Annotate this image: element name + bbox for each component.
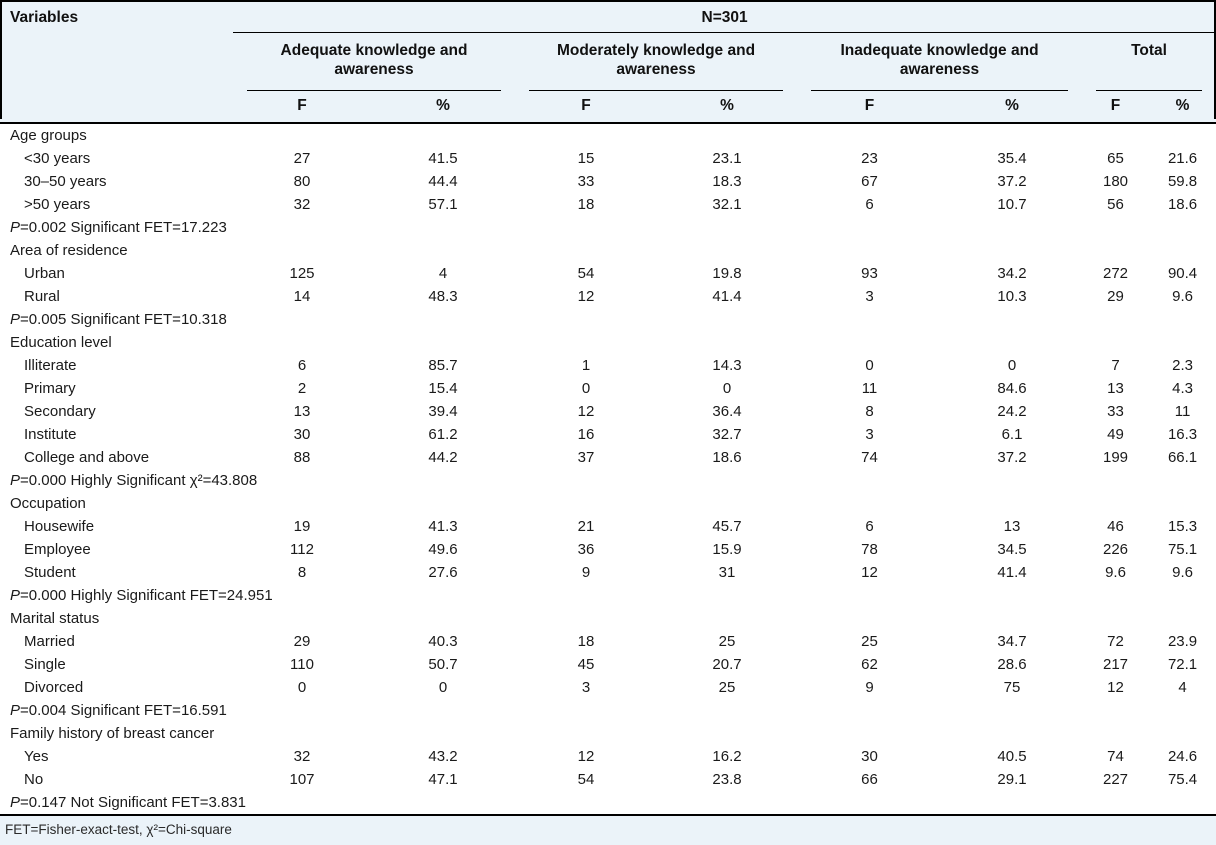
table-row xyxy=(0,745,1216,768)
data-cell: 25 xyxy=(718,632,736,650)
data-cell: 13 xyxy=(1107,379,1124,397)
data-cell: 66 xyxy=(861,770,878,788)
data-cell: 16 xyxy=(577,425,595,443)
data-cell: 75.1 xyxy=(1167,540,1198,558)
percent-column-header: % xyxy=(371,91,515,123)
data-cell: 18.6 xyxy=(712,448,742,466)
data-cell: 32.7 xyxy=(712,425,742,443)
table-row xyxy=(0,147,1216,170)
f-column-header: F xyxy=(797,91,942,123)
data-cell: 19.8 xyxy=(712,264,742,282)
data-cell: 8 xyxy=(297,563,307,581)
data-cell: 50.7 xyxy=(428,655,458,673)
table-row xyxy=(0,768,1216,791)
data-cell: 88 xyxy=(293,448,311,466)
row-label: Employee xyxy=(24,540,91,558)
data-cell: 37.2 xyxy=(997,172,1027,190)
data-cell: 43.2 xyxy=(428,747,458,765)
table-row xyxy=(0,561,1216,584)
f-column-header: F xyxy=(233,91,371,123)
data-cell: 75.4 xyxy=(1167,770,1198,788)
data-cell: 18.6 xyxy=(1167,195,1198,213)
row-label: Divorced xyxy=(24,678,84,696)
table-body xyxy=(0,123,1216,814)
data-cell: 11 xyxy=(1174,402,1191,420)
data-cell: 13 xyxy=(293,402,311,420)
header-row-sample-size xyxy=(0,2,1216,32)
section-title: Marital status xyxy=(10,609,100,627)
data-cell: 49.6 xyxy=(428,540,458,558)
data-cell: 84.6 xyxy=(997,379,1027,397)
section-title-row xyxy=(0,607,1216,630)
data-cell: 2.3 xyxy=(1172,356,1193,374)
table-row xyxy=(0,676,1216,699)
data-cell: 65 xyxy=(1107,149,1124,167)
data-cell: 11 xyxy=(861,379,878,397)
data-cell: 45 xyxy=(577,655,595,673)
data-cell: 54 xyxy=(577,264,595,282)
data-cell: 12 xyxy=(577,747,595,765)
data-cell: 4 xyxy=(438,264,448,282)
data-cell: 80 xyxy=(293,172,311,190)
data-cell: 2 xyxy=(297,379,307,397)
data-cell: 6 xyxy=(297,356,307,374)
data-cell: 40.3 xyxy=(428,632,458,650)
data-cell: 0 xyxy=(865,356,874,374)
data-cell: 23.9 xyxy=(1167,632,1198,650)
blank-header-cell xyxy=(0,32,233,91)
table-row xyxy=(0,377,1216,400)
row-label: >50 years xyxy=(24,195,91,213)
data-cell: 30 xyxy=(293,425,311,443)
table-row xyxy=(0,515,1216,538)
data-cell: 12 xyxy=(577,402,595,420)
data-cell: 34.7 xyxy=(997,632,1027,650)
data-cell: 15 xyxy=(577,149,595,167)
data-cell: 6 xyxy=(865,517,874,535)
data-cell: 14 xyxy=(293,287,311,305)
data-cell: 56 xyxy=(1107,195,1124,213)
data-cell: 61.2 xyxy=(428,425,458,443)
group-label-adequate: Adequate knowledge and awareness xyxy=(280,41,468,78)
group-label-total: Total xyxy=(1131,41,1167,59)
table-row xyxy=(0,446,1216,469)
data-cell: 14.3 xyxy=(712,356,742,374)
data-cell: 10.3 xyxy=(997,287,1027,305)
data-cell: 226 xyxy=(1102,540,1129,558)
data-cell: 227 xyxy=(1102,770,1129,788)
data-cell: 3 xyxy=(581,678,591,696)
section-title: Family history of breast cancer xyxy=(10,724,215,742)
row-label: No xyxy=(24,770,44,788)
row-label: Married xyxy=(24,632,75,650)
significance-note: P=0.147 Not Significant FET=3.831 xyxy=(10,793,246,811)
data-cell: 36 xyxy=(577,540,595,558)
left-border xyxy=(0,2,2,119)
data-cell: 21 xyxy=(577,517,595,535)
table-row xyxy=(0,400,1216,423)
row-label: Institute xyxy=(24,425,77,443)
data-cell: 15.4 xyxy=(428,379,458,397)
data-cell: 54 xyxy=(577,770,595,788)
data-cell: 9.6 xyxy=(1105,563,1126,581)
header-row-subcolumns xyxy=(0,91,1216,123)
data-cell: 6 xyxy=(865,195,874,213)
data-cell: 29 xyxy=(293,632,311,650)
data-cell: 32.1 xyxy=(712,195,742,213)
table-row xyxy=(0,423,1216,446)
row-label: Yes xyxy=(24,747,49,765)
row-label: Secondary xyxy=(24,402,96,420)
group-label-inadequate: Inadequate knowledge and awareness xyxy=(840,41,1039,78)
group-header-inadequate xyxy=(797,32,1082,91)
data-cell: 9 xyxy=(865,678,874,696)
data-cell: 0 xyxy=(438,678,448,696)
significance-note: P=0.002 Significant FET=17.223 xyxy=(10,218,227,236)
data-cell: 23.8 xyxy=(712,770,742,788)
table-row xyxy=(0,538,1216,561)
data-cell: 24.2 xyxy=(997,402,1027,420)
significance-note: P=0.000 Highly Significant χ²=43.808 xyxy=(10,471,258,489)
section-title-row xyxy=(0,722,1216,745)
section-title: Area of residence xyxy=(10,241,128,259)
data-cell: 29.1 xyxy=(997,770,1027,788)
variables-header: Variables xyxy=(10,9,79,26)
data-cell: 31 xyxy=(718,563,736,581)
data-cell: 66.1 xyxy=(1167,448,1198,466)
sample-size-header: N=301 xyxy=(233,2,1216,32)
data-cell: 110 xyxy=(290,655,314,673)
f-column-header: F xyxy=(515,91,657,123)
table-row xyxy=(0,170,1216,193)
data-cell: 85.7 xyxy=(428,356,458,374)
data-cell: 9 xyxy=(581,563,591,581)
footnote-bar xyxy=(0,814,1216,845)
data-cell: 23 xyxy=(861,149,878,167)
data-cell: 46 xyxy=(1107,517,1124,535)
data-cell: 112 xyxy=(290,540,314,558)
table-row xyxy=(0,354,1216,377)
data-cell: 8 xyxy=(865,402,874,420)
table-header xyxy=(0,2,1216,123)
percent-column-header: % xyxy=(1149,91,1216,123)
data-cell: 36.4 xyxy=(712,402,742,420)
data-cell: 9.6 xyxy=(1172,287,1193,305)
data-cell: 0 xyxy=(1007,356,1017,374)
data-cell: 40.5 xyxy=(997,747,1027,765)
data-cell: 37.2 xyxy=(997,448,1027,466)
data-cell: 16.3 xyxy=(1167,425,1198,443)
section-title: Education level xyxy=(10,333,112,351)
data-cell: 20.7 xyxy=(712,655,742,673)
data-cell: 41.3 xyxy=(428,517,458,535)
data-cell: 12 xyxy=(577,287,595,305)
data-cell: 13 xyxy=(1003,517,1021,535)
section-title-row xyxy=(0,239,1216,262)
data-cell: 41.4 xyxy=(712,287,742,305)
section-title-row xyxy=(0,331,1216,354)
data-cell: 90.4 xyxy=(1167,264,1198,282)
data-cell: 34.2 xyxy=(997,264,1027,282)
group-header-total xyxy=(1082,32,1216,91)
group-header-moderate xyxy=(515,32,797,91)
data-cell: 4 xyxy=(1178,678,1187,696)
data-cell: 37 xyxy=(577,448,595,466)
section-title: Age groups xyxy=(10,126,87,144)
data-cell: 44.2 xyxy=(428,448,458,466)
statistics-table xyxy=(0,2,1216,814)
data-cell: 74 xyxy=(861,448,878,466)
data-cell: 0 xyxy=(297,678,307,696)
significance-note-row xyxy=(0,584,1216,607)
data-cell: 199 xyxy=(1102,448,1129,466)
table-row xyxy=(0,193,1216,216)
data-cell: 33 xyxy=(577,172,595,190)
data-cell: 15.9 xyxy=(712,540,742,558)
significance-note-row xyxy=(0,216,1216,239)
data-cell: 4.3 xyxy=(1172,379,1193,397)
data-cell: 28.6 xyxy=(997,655,1027,673)
data-cell: 72.1 xyxy=(1167,655,1198,673)
row-label: Housewife xyxy=(24,517,95,535)
data-cell: 72 xyxy=(1107,632,1124,650)
row-label: Student xyxy=(24,563,76,581)
data-cell: 30 xyxy=(861,747,878,765)
data-cell: 93 xyxy=(861,264,878,282)
data-cell: 67 xyxy=(861,172,878,190)
table-row xyxy=(0,630,1216,653)
data-cell: 125 xyxy=(289,264,315,282)
row-label: 30–50 years xyxy=(24,172,107,190)
data-cell: 0 xyxy=(722,379,732,397)
significance-note: P=0.004 Significant FET=16.591 xyxy=(10,701,227,719)
row-label: Single xyxy=(24,655,66,673)
data-cell: 27.6 xyxy=(428,563,458,581)
data-cell: 21.6 xyxy=(1167,149,1198,167)
data-cell: 44.4 xyxy=(428,172,458,190)
data-cell: 7 xyxy=(1111,356,1120,374)
row-label: <30 years xyxy=(24,149,91,167)
data-cell: 57.1 xyxy=(428,195,458,213)
section-title-row xyxy=(0,492,1216,515)
row-label: Primary xyxy=(24,379,76,397)
significance-note-row xyxy=(0,308,1216,331)
data-cell: 25 xyxy=(718,678,736,696)
data-cell: 41.4 xyxy=(997,563,1027,581)
data-cell: 27 xyxy=(293,149,311,167)
table-row xyxy=(0,653,1216,676)
data-cell: 3 xyxy=(865,287,874,305)
data-cell: 78 xyxy=(861,540,878,558)
f-column-header: F xyxy=(1082,91,1149,123)
data-cell: 32 xyxy=(293,747,311,765)
data-cell: 49 xyxy=(1107,425,1124,443)
footnote-text: FET=Fisher-exact-test, χ²=Chi-square xyxy=(5,821,232,837)
significance-note: P=0.005 Significant FET=10.318 xyxy=(10,310,227,328)
data-cell: 12 xyxy=(1107,678,1124,696)
significance-note-row xyxy=(0,699,1216,722)
data-cell: 47.1 xyxy=(428,770,458,788)
data-cell: 0 xyxy=(581,379,591,397)
data-cell: 217 xyxy=(1102,655,1129,673)
row-label: College and above xyxy=(24,448,150,466)
table-row xyxy=(0,285,1216,308)
data-cell: 41.5 xyxy=(428,149,458,167)
data-cell: 25 xyxy=(861,632,878,650)
data-cell: 18 xyxy=(577,632,595,650)
data-cell: 23.1 xyxy=(712,149,742,167)
data-cell: 18 xyxy=(577,195,595,213)
data-cell: 35.4 xyxy=(997,149,1027,167)
data-cell: 59.8 xyxy=(1167,172,1198,190)
significance-note-row xyxy=(0,469,1216,492)
data-cell: 74 xyxy=(1107,747,1124,765)
blank-header-cell xyxy=(0,91,233,123)
group-header-adequate xyxy=(233,32,515,91)
data-cell: 18.3 xyxy=(712,172,742,190)
row-label: Illiterate xyxy=(24,356,77,374)
data-cell: 34.5 xyxy=(997,540,1027,558)
data-cell: 29 xyxy=(1107,287,1124,305)
data-cell: 24.6 xyxy=(1167,747,1198,765)
table-row xyxy=(0,262,1216,285)
significance-note: P=0.000 Highly Significant FET=24.951 xyxy=(10,586,273,604)
data-cell: 16.2 xyxy=(712,747,742,765)
section-title-row xyxy=(0,123,1216,147)
data-cell: 75 xyxy=(1003,678,1021,696)
data-cell: 45.7 xyxy=(712,517,742,535)
data-cell: 107 xyxy=(289,770,315,788)
percent-column-header: % xyxy=(657,91,797,123)
data-cell: 48.3 xyxy=(428,287,458,305)
data-cell: 39.4 xyxy=(428,402,458,420)
data-cell: 12 xyxy=(861,563,878,581)
data-cell: 32 xyxy=(293,195,311,213)
data-cell: 33 xyxy=(1107,402,1124,420)
data-cell: 19 xyxy=(293,517,311,535)
data-cell: 15.3 xyxy=(1167,517,1198,535)
data-cell: 3 xyxy=(865,425,874,443)
data-cell: 62 xyxy=(861,655,878,673)
data-cell: 9.6 xyxy=(1172,563,1193,581)
significance-note-row xyxy=(0,791,1216,814)
section-title: Occupation xyxy=(10,494,86,512)
row-label: Urban xyxy=(24,264,65,282)
row-label: Rural xyxy=(24,287,60,305)
data-cell: 180 xyxy=(1102,172,1129,190)
data-cell: 272 xyxy=(1102,264,1129,282)
percent-column-header: % xyxy=(942,91,1082,123)
data-cell: 6.1 xyxy=(1001,425,1023,443)
header-row-groups xyxy=(0,32,1216,91)
data-cell: 1 xyxy=(581,356,591,374)
group-label-moderate: Moderately knowledge and awareness xyxy=(556,41,756,78)
data-cell: 10.7 xyxy=(997,195,1027,213)
